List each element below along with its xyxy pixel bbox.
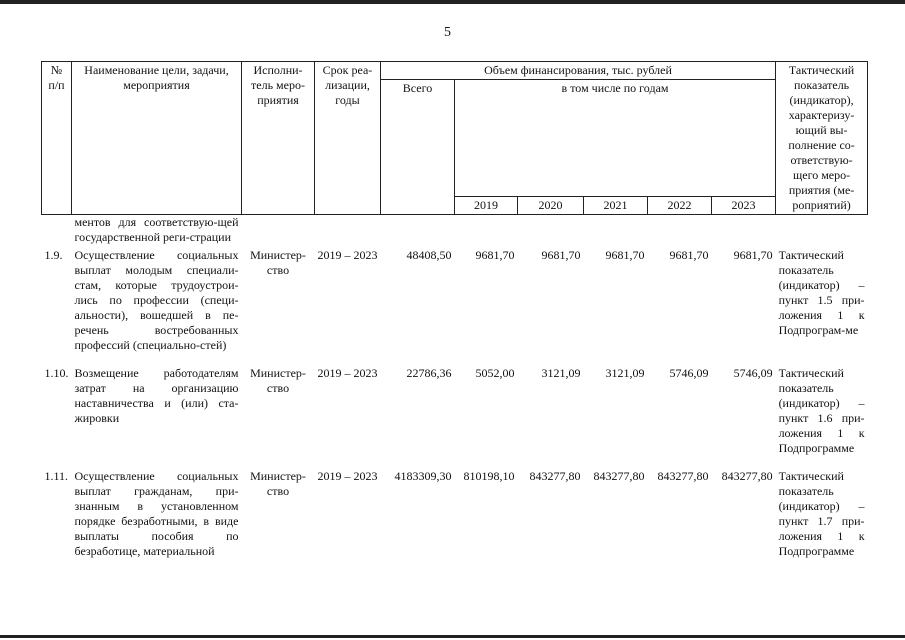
row-total: 4183309,30 bbox=[394, 469, 452, 483]
row-no: 1.11. bbox=[44, 469, 69, 483]
row-year-value: 843277,80 bbox=[593, 469, 645, 483]
table-body bbox=[42, 215, 868, 561]
header-year: 2021 bbox=[584, 197, 648, 215]
row-name: Возмещение работодателям затрат на организацию наставничества и (или) ста-жировки bbox=[74, 366, 239, 425]
row-year-value: 5052,00 bbox=[475, 366, 515, 380]
row-indicator: Тактический показатель (индикатор) – пункт 1.6 при-ложения 1 к Подпрограмме bbox=[778, 366, 865, 455]
row-year-value: 9681,70 bbox=[475, 248, 515, 262]
row-name: Осуществление социальных выплат гражданам, при-знанным в установленном порядке безработными, в виде выплаты пособия по безработице, материальной bbox=[74, 469, 239, 558]
row-year-value: 3121,09 bbox=[541, 366, 581, 380]
table-header bbox=[42, 62, 868, 215]
header-total: Всего bbox=[381, 80, 455, 215]
funding-table bbox=[41, 61, 868, 560]
row-term: 2019 – 2023 bbox=[317, 366, 378, 380]
row-total: 48408,50 bbox=[406, 248, 452, 262]
row-executor: Министер-ство bbox=[250, 469, 306, 498]
row-indicator: Тактический показатель (индикатор) – пункт 1.5 при-ложения 1 к Подпрограм-ме bbox=[778, 248, 865, 337]
row-year-value: 5746,09 bbox=[733, 366, 773, 380]
row-year-value: 843277,80 bbox=[529, 469, 581, 483]
row-year-value: 843277,80 bbox=[721, 469, 773, 483]
row-term: 2019 – 2023 bbox=[317, 469, 378, 483]
row-year-value: 9681,70 bbox=[733, 248, 773, 262]
header-name: Наименование цели, задачи, мероприятия bbox=[72, 62, 242, 215]
row-total: 22786,36 bbox=[406, 366, 452, 380]
header-year: 2019 bbox=[455, 197, 518, 215]
row-year-value: 3121,09 bbox=[605, 366, 645, 380]
row-no: 1.10. bbox=[44, 366, 69, 380]
row-year-value: 810198,10 bbox=[463, 469, 515, 483]
header-executor: Исполни-тель меро-приятия bbox=[242, 62, 315, 215]
table-row bbox=[42, 354, 868, 457]
row-year-value: 5746,09 bbox=[669, 366, 709, 380]
row-no: 1.9. bbox=[44, 248, 63, 262]
bottom-border bbox=[0, 635, 905, 638]
header-no: № п/п bbox=[42, 62, 72, 215]
top-border bbox=[0, 0, 905, 4]
header-year: 2020 bbox=[518, 197, 584, 215]
row-year-value: 9681,70 bbox=[541, 248, 581, 262]
continuation-text: ментов для соответствую-щей государственной реги-страции bbox=[74, 215, 239, 244]
header-term: Срок реа-лизации, годы bbox=[315, 62, 381, 215]
page-number: 5 bbox=[444, 25, 451, 40]
row-year-value: 9681,70 bbox=[605, 248, 645, 262]
row-term: 2019 – 2023 bbox=[317, 248, 378, 262]
header-indicator: Тактический показатель (индикатор), характеризу-ющий вы-полнение со-ответствую-щего меро-приятия (ме-роприятий) bbox=[776, 62, 868, 215]
row-year-value: 843277,80 bbox=[657, 469, 709, 483]
row-executor: Министер-ство bbox=[250, 366, 306, 395]
header-year: 2023 bbox=[712, 197, 776, 215]
row-executor: Министер-ство bbox=[250, 248, 306, 277]
header-year: 2022 bbox=[648, 197, 712, 215]
row-indicator: Тактический показатель (индикатор) – пункт 1.7 при-ложения 1 к Подпрограмме bbox=[778, 469, 865, 558]
header-by-years: в том числе по годам bbox=[455, 80, 776, 197]
table-row bbox=[42, 457, 868, 560]
continuation-row bbox=[42, 215, 868, 246]
table-row bbox=[42, 245, 868, 354]
row-year-value: 9681,70 bbox=[669, 248, 709, 262]
row-name: Осуществление социальных выплат молодым специали-стам, которые трудоустрои-лись по профессии (специ-альности), вошедшей в пе-речень востребованных профессий (специально-стей) bbox=[74, 248, 239, 352]
header-funding: Объем финансирования, тыс. рублей bbox=[381, 62, 776, 80]
